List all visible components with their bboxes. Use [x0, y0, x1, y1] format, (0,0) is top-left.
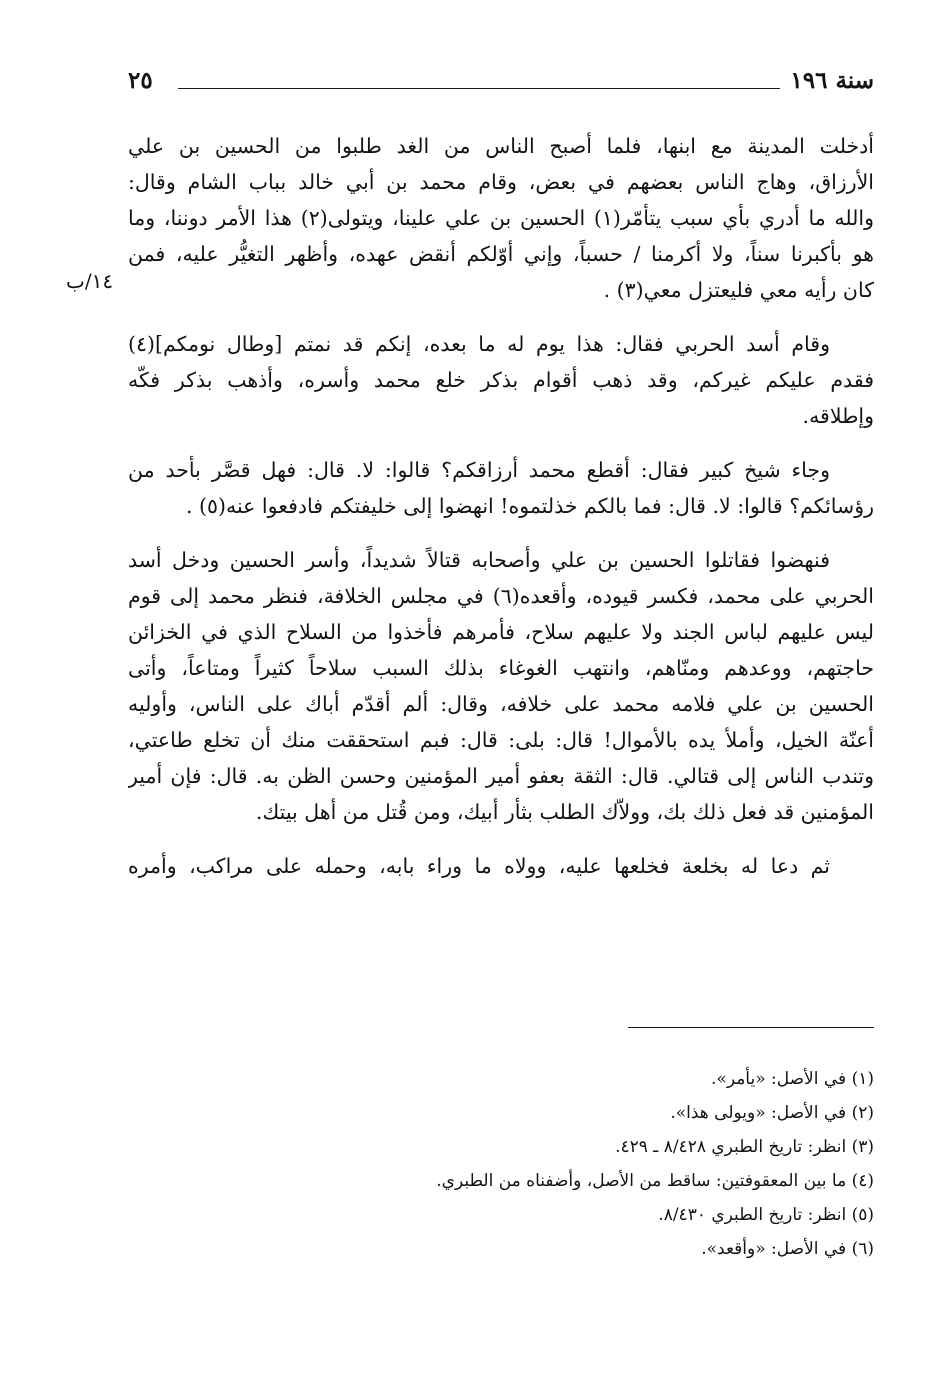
text-line: كان رأيه معي فليعتزل معي(٣) . — [603, 278, 874, 302]
text-line: وقام أسد الحربي فقال: هذا يوم له ما بعده، إنكم قد نمتم [وطال نومكم](٤) — [128, 332, 830, 356]
text-line: الحسين بن علي فلامه محمد على خلافه، وقال: ألم أقدّم أباك على الناس، وأوليه — [128, 692, 874, 716]
text-line: وإطلاقه. — [802, 404, 874, 428]
text-line: أدخلت المدينة مع ابنها، فلما أصبح الناس من الغد طلبوا من الحسين بن علي — [128, 134, 874, 158]
running-header — [128, 62, 874, 102]
text-line: ليس عليهم لباس الجند ولا عليهم سلاح، فأمرهم فأخذوا من السلاح الذي في الخزائن — [128, 620, 874, 644]
main-text — [128, 128, 874, 884]
text-line: أعنّة الخيل، وأملأ يده بالأموال! قال: بلى: قال: فبم استحققت منك أن تخلع طاعتي، — [128, 728, 874, 752]
text-line: المؤمنين قد فعل ذلك بك، وولاّك الطلب بثأر أبيك، ومن قُتل من أهل بيتك. — [255, 800, 874, 824]
footnote-1: (١) في الأصل: «يأمر». — [711, 1069, 874, 1089]
text-line: الأرزاق، وهاج الناس بعضهم في بعض، وقام محمد بن أبي خالد بباب الشام وقال: — [128, 170, 874, 194]
text-line: وجاء شيخ كبير فقال: أقطع محمد أرزاقكم؟ قالوا: لا. قال: فهل قصَّر بأحد من — [128, 458, 830, 482]
footnotes — [128, 1062, 874, 1266]
footnote-3: (٣) انظر: تاريخ الطبري ٨/٤٢٨ ـ ٤٢٩. — [615, 1137, 874, 1157]
footnote-2: (٢) في الأصل: «ويولى هذا». — [670, 1103, 874, 1123]
paragraph-3 — [128, 452, 874, 524]
header-year: سنة ١٩٦ — [790, 67, 874, 94]
page-number: ٢٥ — [128, 67, 153, 94]
text-line: والله ما أدري بأي سبب يتأمّر(١) الحسين بن علي علينا، ويتولى(٢) هذا الأمر دوننا، وما — [128, 206, 874, 230]
footnote-4: (٤) ما بين المعقوفتين: ساقط من الأصل، وأضفناه من الطبري. — [436, 1171, 874, 1191]
text-line: فقدم عليكم غيركم، وقد ذهب أقوام بذكر خلع محمد وأسره، وأذهب بذكر فكّه — [128, 368, 874, 392]
text-line: ثم دعا له بخلعة فخلعها عليه، وولاه ما وراء بابه، وحمله على مراكب، وأمره — [128, 854, 830, 878]
header-rule — [178, 88, 780, 89]
text-line: الحربي على محمد، فكسر قيوده، وأقعده(٦) في مجلس الخلافة، فنظر محمد إلى قوم — [128, 584, 874, 608]
paragraph-5 — [128, 848, 874, 884]
paragraph-1 — [128, 128, 874, 308]
footnote-5: (٥) انظر: تاريخ الطبري ٨/٤٣٠. — [658, 1205, 874, 1225]
paragraph-4 — [128, 542, 874, 830]
text-line: رؤسائكم؟ قالوا: لا. قال: فما بالكم خذلتموه! انهضوا إلى خليفتكم فادفعوا عنه(٥) . — [185, 494, 874, 518]
text-line: حاجتهم، ووعدهم ومنّاهم، وانتهب الغوغاء بذلك السبب سلاحاً كثيراً ومتاعاً، وأتى — [128, 656, 874, 680]
paragraph-2 — [128, 326, 874, 434]
text-line: هو بأكبرنا سناً، ولا أكرمنا / حسباً، وإني أوّلكم أنقض عهده، وأظهر التغيُّر عليه، فمن — [128, 242, 874, 266]
text-line: فنهضوا فقاتلوا الحسين بن علي وأصحابه قتالاً شديداً، وأسر الحسين ودخل أسد — [128, 548, 830, 572]
text-line: وتندب الناس إلى قتالي. قال: الثقة بعفو أمير المؤمنين وحسن الظن به. قال: فإن أمير — [128, 764, 874, 788]
footnote-6: (٦) في الأصل: «وأقعد». — [701, 1239, 874, 1259]
folio-margin-note: ١٤/ب — [66, 269, 114, 293]
footnote-rule — [628, 1027, 874, 1028]
